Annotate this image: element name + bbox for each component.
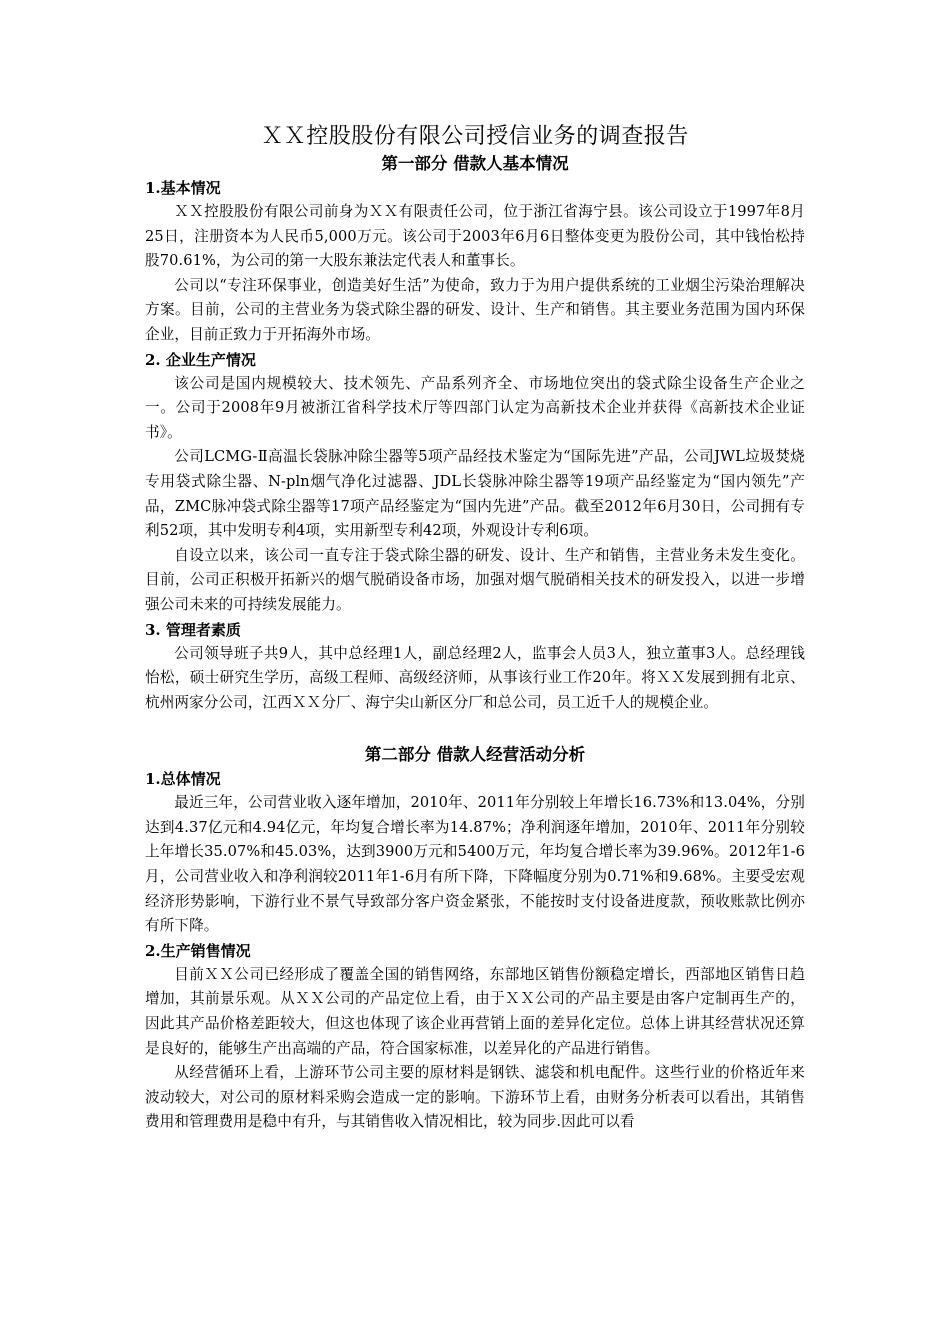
document-title: ＸＸ控股股份有限公司授信业务的调查报告 (261, 124, 689, 149)
paragraph: ＸＸ控股股份有限公司前身为ＸＸ有限责任公司，位于浙江省海宁县。该公司设立于1997年8月25日，注册资本为人民币5,000万元。该公司于2003年6月6日整体变更为股份公司，其中钱怡松持股70.61%，为公司的第一大股东兼法定代表人和董事长。 (145, 203, 806, 270)
section-heading: 1.基本情况 (145, 179, 221, 197)
paragraph: 公司以“专注环保事业，创造美好生活”为使命，致力于为用户提供系统的工业烟尘污染治理解决方案。目前，公司的主营业务为袋式除尘器的研发、设计、生产和销售。其主要业务范围为国内环保企业，目前正致力于开拓海外市场。 (145, 276, 805, 343)
paragraph: 公司LCMG-Ⅱ高温长袋脉冲除尘器等5项产品经技术鉴定为“国际先进”产品，公司JWL垃圾焚烧专用袋式除尘器、N-pln烟气净化过滤器、JDL长袋脉冲除尘器等19项产品经鉴定为“国内领先”产品，ZMC脉冲袋式除尘器等17项产品经鉴定为“国内先进”产品。截至2012年6月30日，公司拥有专利52项，其中发明专利4项，实用新型专利42项，外观设计专利6项。 (145, 448, 805, 540)
paragraph: 最近三年，公司营业收入逐年增加，2010年、2011年分别较上年增长16.73%和13.04%，分别达到4.37亿元和4.94亿元，年均复合增长率为14.87%；净利润逐年增加，2010年、2011年分别较上年增长35.07%和45.03%，达到3900万元和5400万元，年均复合增长率为39.96%。2012年1-6月，公司营业收入和净利润较2011年1-6月有所下降，下降幅度分别为0.71%和9.68%。主要受宏观经济形势影响，下游行业不景气导致部分客户资金紧张，不能按时支付设备进度款，预收账款比例亦有所下降。 (145, 794, 805, 935)
part-title: 第二部分 借款人经营活动分析 (364, 745, 586, 765)
section-heading: 3. 管理者素质 (145, 620, 241, 639)
paragraph: 目前ＸＸ公司已经形成了覆盖全国的销售网络，东部地区销售份额稳定增长，西部地区销售日趋增加，其前景乐观。从ＸＸ公司的产品定位上看，由于ＸＸ公司的产品主要是由客户定制再生产的，因此其产品价格差距较大，但这也体现了该企业再营销上面的差异化定位。总体上讲其经营状况还算是良好的，能够生产出高端的产品，符合国家标准，以差异化的产品进行销售。 (145, 965, 805, 1057)
section-heading: 2. 企业生产情况 (145, 350, 256, 369)
section-heading: 1.总体情况 (145, 770, 221, 789)
paragraph: 自设立以来，该公司一直专注于袋式除尘器的研发、设计、生产和销售，主营业务未发生变化。目前，公司正积极开拓新兴的烟气脱硝设备市场，加强对烟气脱硝相关技术的研发投入，以进一步增强公司未来的可持续发展能力。 (145, 546, 805, 613)
paragraph: 从经营循环上看，上游环节公司主要的原材料是钢铁、滤袋和机电配件。这些行业的价格近年来波动较大，对公司的原材料采购会造成一定的影响。下游环节上看，由财务分析表可以看出，其销售费用和管理费用是稳中有升，与其销售收入情况相比，较为同步.因此可以看 (145, 1064, 805, 1131)
paragraph: 公司领导班子共9人，其中总经理1人，副总经理2人，监事会人员3人，独立董事3人。总经理钱怡松，硕士研究生学历，高级工程师、高级经济师，从事该行业工作20年。将ＸＸ发展到拥有北京、杭州两家分公司，江西ＸＸ分厂、海宁尖山新区分厂和总公司，员工近千人的规模企业。 (145, 644, 805, 711)
part-title: 第一部分 借款人基本情况 (381, 154, 569, 173)
document-body (145, 122, 805, 1135)
paragraph: 该公司是国内规模较大、技术领先、产品系列齐全、市场地位突出的袋式除尘设备生产企业之一。公司于2008年9月被浙江省科学技术厅等四部门认定为高新技术企业并获得《高新技术企业证书》。 (145, 374, 805, 441)
section-heading: 2.生产销售情况 (145, 941, 251, 960)
